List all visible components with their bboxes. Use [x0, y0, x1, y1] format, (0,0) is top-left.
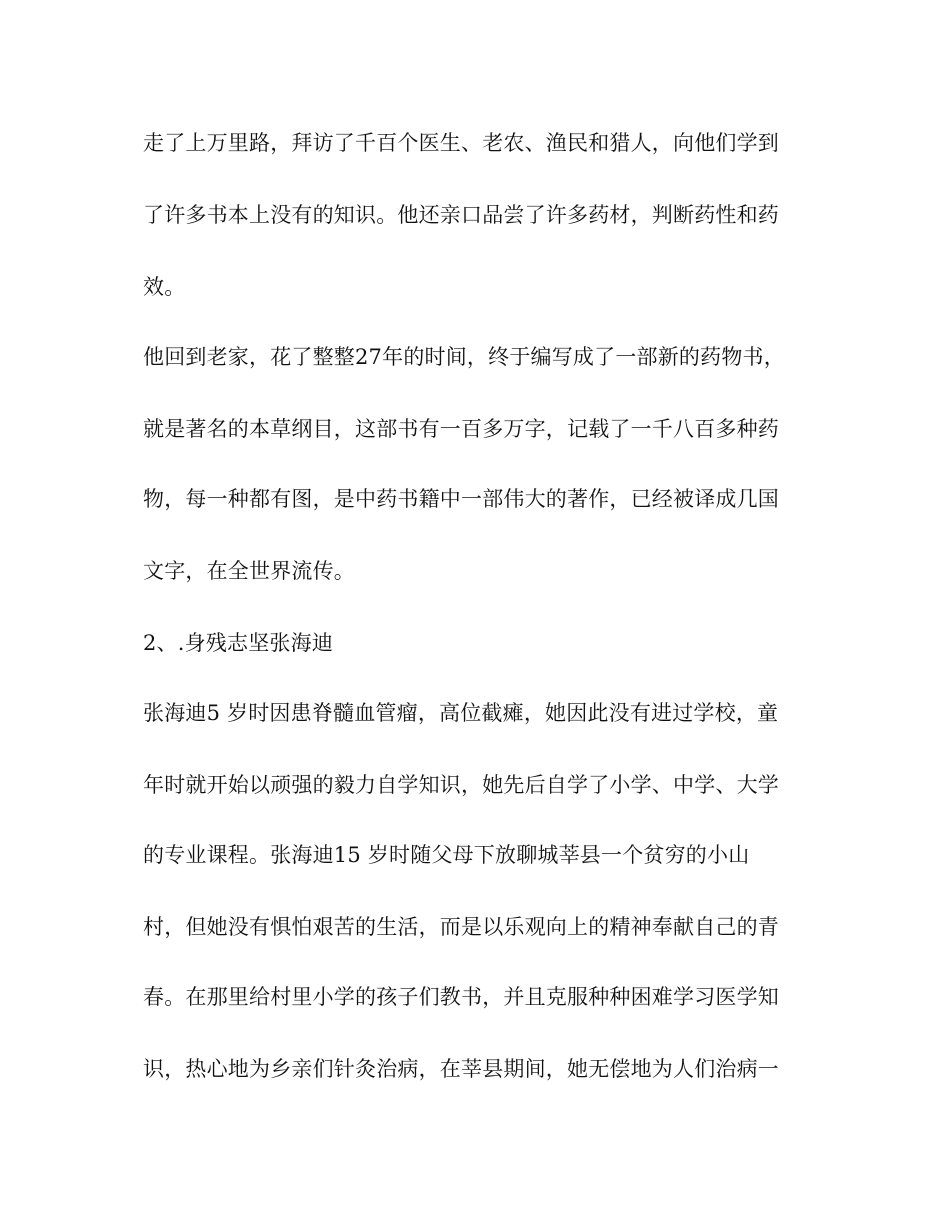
text-line-4: 他回到老家，花了整整27年的时间，终于编写成了一部新的药物书， — [143, 345, 785, 369]
text-line-2: 了许多书本上没有的知识。他还亲口品尝了许多药材，判断药性和药 — [143, 203, 779, 227]
text-line-14: 识，热心地为乡亲们针灸治病，在莘县期间，她无偿地为人们治病一 — [143, 1057, 779, 1081]
text-line-1: 走了上万里路，拜访了千百个医生、老农、渔民和猎人，向他们学到 — [143, 131, 779, 155]
text-line-12: 村，但她没有惧怕艰苦的生活，而是以乐观向上的精神奉献自己的青 — [143, 915, 779, 939]
text-line-9: 张海迪5 岁时因患脊髓血管瘤，高位截瘫，她因此没有进过学校，童 — [143, 701, 779, 725]
text-line-13: 春。在那里给村里小学的孩子们教书，并且克服种种困难学习医学知 — [143, 985, 779, 1009]
text-line-5: 就是著名的本草纲目，这部书有一百多万字，记载了一千八百多种药 — [143, 417, 779, 441]
text-line-10: 年时就开始以顽强的毅力自学知识，她先后自学了小学、中学、大学 — [143, 773, 779, 797]
text-line-7: 文字，在全世界流传。 — [143, 559, 355, 583]
text-line-3: 效。 — [143, 275, 186, 299]
section-heading: 2、.身残志坚张海迪 — [143, 631, 334, 655]
text-line-6: 物，每一种都有图，是中药书籍中一部伟大的著作，已经被译成几国 — [143, 487, 779, 511]
text-line-11: 的专业课程。张海迪15 岁时随父母下放聊城莘县一个贫穷的小山 — [143, 843, 750, 867]
